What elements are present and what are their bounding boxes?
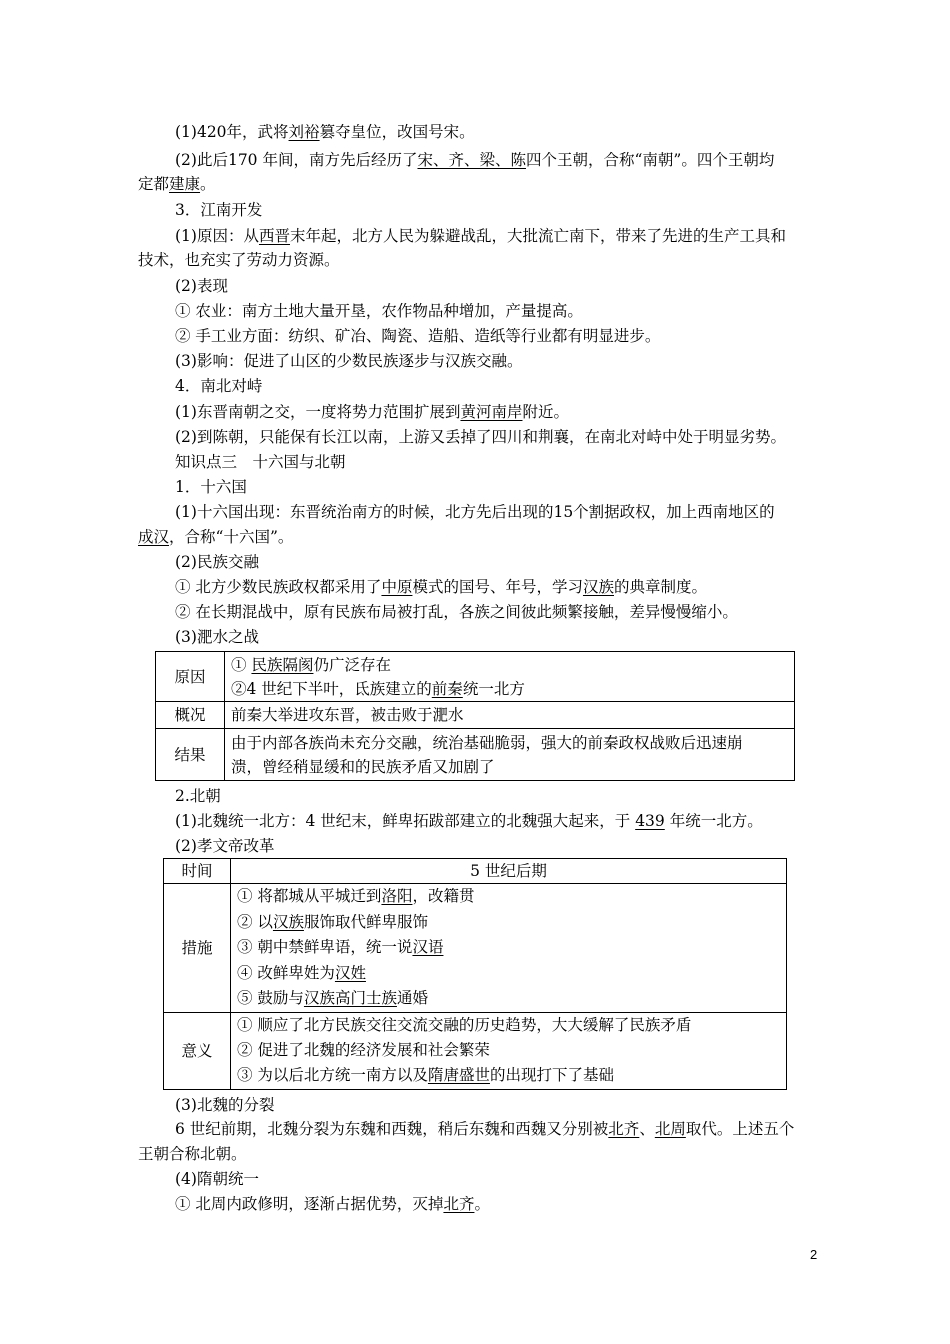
answer-blank: 黄河南岸 [460, 403, 523, 421]
answer-blank: 洛阳 [381, 887, 413, 905]
answer-blank: 汉族 [582, 578, 614, 596]
answer-blank: 汉族 [272, 912, 304, 931]
text-line: (3)影响：促进了山区的少数民族逐步与汉族交融。 [175, 352, 523, 370]
knowledge-point-title: 知识点三 十六国与北朝 [175, 453, 346, 471]
answer-blank: 成汉 [138, 528, 170, 546]
answer-blank: 北齐 [443, 1195, 475, 1213]
xiaowen-reform-table [163, 858, 787, 1090]
text-line: (2)表现 [175, 277, 228, 295]
table-row [164, 884, 787, 1013]
feishui-battle-table [155, 651, 795, 781]
text-line: (3)北魏的分裂 [175, 1096, 275, 1114]
text-line: (1)十六国出现：东晋统治南方的时候，北方先后出现的15个割据政权，加上西南地区的 [175, 503, 775, 521]
answer-blank: 汉姓 [334, 963, 366, 982]
answer-blank: 汉语 [412, 938, 444, 956]
answer-blank: 建康 [169, 175, 201, 193]
table-header-cell: 措施 [164, 884, 231, 1013]
text-line: ① 农业：南方土地大量开垦，农作物品种增加，产量提高。 [175, 302, 583, 320]
text-line: ① 北方少数民族政权都采用了中原模式的国号、年号，学习汉族的典章制度。 [175, 578, 707, 596]
text-line: (2)孝文帝改革 [175, 837, 275, 855]
text-line: 成汉，合称“十六国”。 [138, 528, 294, 546]
text-line: 定都建康。 [138, 175, 216, 193]
text-line: (3)淝水之战 [175, 628, 259, 646]
text-line: ② 手工业方面：纺织、矿冶、陶瓷、造船、造纸等行业都有明显进步。 [175, 327, 661, 345]
table-cell: ① 顺应了北方民族交往交流交融的历史趋势，大大缓解了民族矛盾 ② 促进了北魏的经济发展和社会繁荣 ③ 为以后北方统一南方以及隋唐盛世的出现打下了基础 [231, 1012, 787, 1089]
text-line: ② 在长期混战中，原有民族布局被打乱，各族之间彼此频繁接触，差异慢慢缩小。 [175, 603, 738, 621]
text-line: (1)原因：从西晋末年起，北方人民为躲避战乱，大批流亡南下，带来了先进的生产工具和 [175, 227, 786, 245]
table-header-cell: 原因 [156, 652, 225, 702]
section-heading: 3．江南开发 [175, 201, 263, 219]
answer-blank: 北周 [654, 1120, 686, 1138]
answer-blank: 隋唐盛世 [427, 1066, 490, 1084]
table-row [156, 729, 795, 781]
text-line: (2)到陈朝，只能保有长江以南，上游又丢掉了四川和荆襄，在南北对峙中处于明显劣势。 [175, 428, 786, 446]
answer-blank: 前秦 [431, 679, 463, 698]
table-header-cell: 5 世纪后期 [231, 859, 787, 884]
table-row [164, 859, 787, 884]
table-header-cell: 时间 [164, 859, 231, 884]
table-header-cell: 意义 [164, 1012, 231, 1089]
text-line: (1)北魏统一北方：4 世纪末，鲜卑拓跋部建立的北魏强大起来，于 439 年统一北方。 [175, 812, 763, 830]
answer-blank: 西晋 [258, 227, 290, 245]
text-line: ① 北周内政修明，逐渐占据优势，灭掉北齐。 [175, 1195, 490, 1213]
table-row [156, 702, 795, 729]
table-row [164, 1012, 787, 1089]
table-cell: 前秦大举进攻东晋，被击败于淝水 [225, 702, 795, 729]
section-heading: 2.北朝 [175, 787, 221, 805]
answer-blank: 汉族高门士族 [303, 989, 397, 1007]
text-line: 王朝合称北朝。 [138, 1145, 247, 1163]
table-header-cell: 概况 [156, 702, 225, 729]
text-line: (2)民族交融 [175, 553, 259, 571]
section-heading: 1．十六国 [175, 478, 247, 496]
table-header-cell: 结果 [156, 729, 225, 781]
answer-blank: 宋、齐、梁、陈 [417, 151, 526, 169]
answer-blank: 刘裕 [288, 123, 320, 141]
table-row [156, 652, 795, 702]
text-line: 6 世纪前期，北魏分裂为东魏和西魏，稍后东魏和西魏又分别被北齐、北周取代。上述五个 [175, 1120, 795, 1138]
table-cell: ① 民族隔阂仍广泛存在 ②4 世纪下半叶，氐族建立的前秦统一北方 [225, 652, 795, 702]
text-line: (1)东晋南朝之交，一度将势力范围扩展到黄河南岸附近。 [175, 403, 569, 421]
text-line: (2)此后170 年间，南方先后经历了宋、齐、梁、陈四个王朝，合称“南朝”。四个王朝均 [175, 151, 775, 169]
text-line: 技术，也充实了劳动力资源。 [138, 251, 340, 269]
answer-blank: 439 [635, 812, 665, 830]
answer-blank: 北齐 [608, 1120, 640, 1138]
answer-blank: 民族隔阂 [251, 655, 314, 674]
table-cell: ① 将都城从平城迁到洛阳，改籍贯 ② 以汉族服饰取代鲜卑服饰 ③ 朝中禁鲜卑语，统一说汉语 ④ 改鲜卑姓为汉姓 ⑤ 鼓励与汉族高门士族通婚 [231, 884, 787, 1013]
table-cell: 由于内部各族尚未充分交融，统治基础脆弱，强大的前秦政权战败后迅速崩 溃，曾经稍显缓和的民族矛盾又加剧了 [225, 729, 795, 781]
section-heading: 4．南北对峙 [175, 377, 263, 395]
page-number: 2 [810, 1247, 818, 1262]
text-line: (4)隋朝统一 [175, 1170, 259, 1188]
text-line: (1)420年，武将刘裕篡夺皇位，改国号宋。 [175, 123, 475, 141]
answer-blank: 中原 [381, 578, 413, 596]
